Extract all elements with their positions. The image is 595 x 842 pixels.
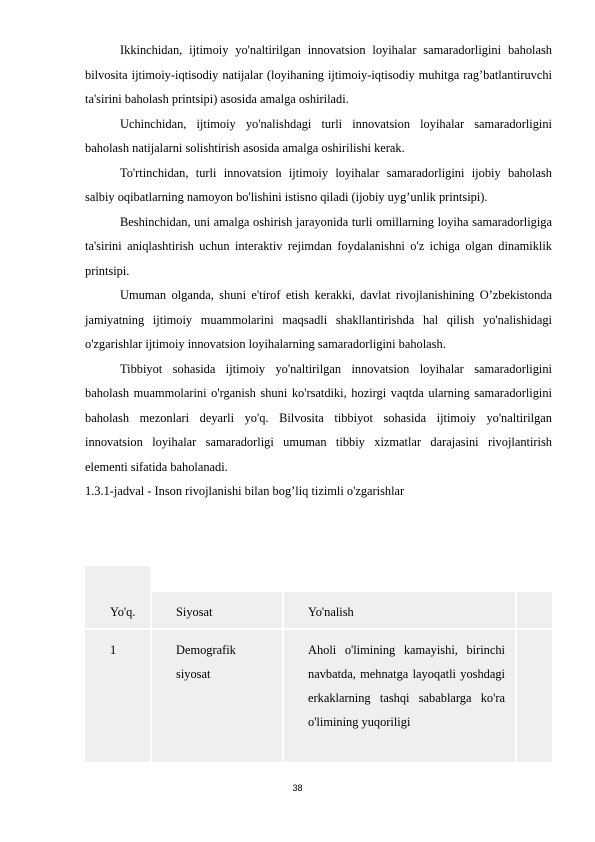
row-direction: Aholi o'limining kamayishi, birinchi navbatda, mehnatga layoqatli yoshdagi erkaklarning tashqi sabablarga ko'ra o'limining yuqoriligi (283, 629, 516, 762)
paragraph-general-conclusion: Umuman olganda, shuni e'tirof etish kerakki, davlat rivojlanishining O’zbekistonda jamiyatning ijtimoiy muammolarini maqsadli shakllantirishda hal qilish yo'nalishidagi o'zgarishlar ijtimoiy innovatsion loyihalarning samaradorligini baholash. (85, 288, 552, 351)
row-policy: Demografik siyosat (151, 629, 283, 762)
header-policy: Siyosat (151, 592, 283, 629)
paragraph-medicine: Tibbiyot sohasida ijtimoiy yo'naltirilgan innovatsion loyihalar samaradorligini baholash muammolarini o'rganish shuni ko'rsatdiki, hozirgi vaqtda ularning samaradorligini baholash mezonlari deyarli yo'q. Bilvosita tibbiyot sohasida ijtimoiy yo'naltirilgan innovatsion loyihalar samaradorligi umuman tibbiy xizmatlar darajasini rivojlantirish elementi sifatida baholanadi. (85, 361, 552, 474)
table-header-row (85, 592, 552, 629)
table-top-strip (85, 566, 552, 592)
table-caption: 1.3.1-jadval - Inson rivojlanishi bilan bog’liq tizimli o'zgarishlar (85, 484, 405, 498)
table-strip-cell (85, 566, 151, 592)
paragraph-fifth-principle: Beshinchidan, uni amalga oshirish jarayonida turli omillarning loyiha samaradorligiga ta'sirini aniqlashtirish uchun interaktiv rejimdan foydalanishni o'z ichiga olgan dinamiklik printsipi. (85, 214, 552, 278)
page-number: 38 (292, 783, 303, 793)
row-empty (516, 629, 552, 762)
header-direction: Yo'nalish (283, 592, 516, 629)
paragraph-second-principle: Ikkinchidan, ijtimoiy yo'naltirilgan innovatsion loyihalar samaradorligini baholash bilvosita ijtimoiy-iqtisodiy natijalar (loyihaning ijtimoiy-iqtisodiy muhitga rag’batlantiruvchi ta'sirini baholash printsipi) asosida amalga oshiriladi. (85, 43, 552, 106)
systemic-changes-table (85, 566, 552, 762)
row-number: 1 (85, 629, 151, 762)
paragraph-third-principle: Uchinchidan, ijtimoiy yo'nalishdagi turli innovatsion loyihalar samaradorligini baholash natijalarni solishtirish asosida amalga oshirilishi kerak. (85, 116, 552, 155)
header-empty (516, 592, 552, 629)
paragraph-fourth-principle: To'rtinchidan, turli innovatsion ijtimoiy loyihalar samaradorligini ijobiy baholash salbiy oqibatlarning namoyon bo'lishini istisno qiladi (ijobiy uyg’unlik printsipi). (85, 165, 552, 204)
header-number: Yo'q. (85, 592, 151, 629)
table-row (85, 629, 552, 762)
document-body (85, 38, 552, 504)
